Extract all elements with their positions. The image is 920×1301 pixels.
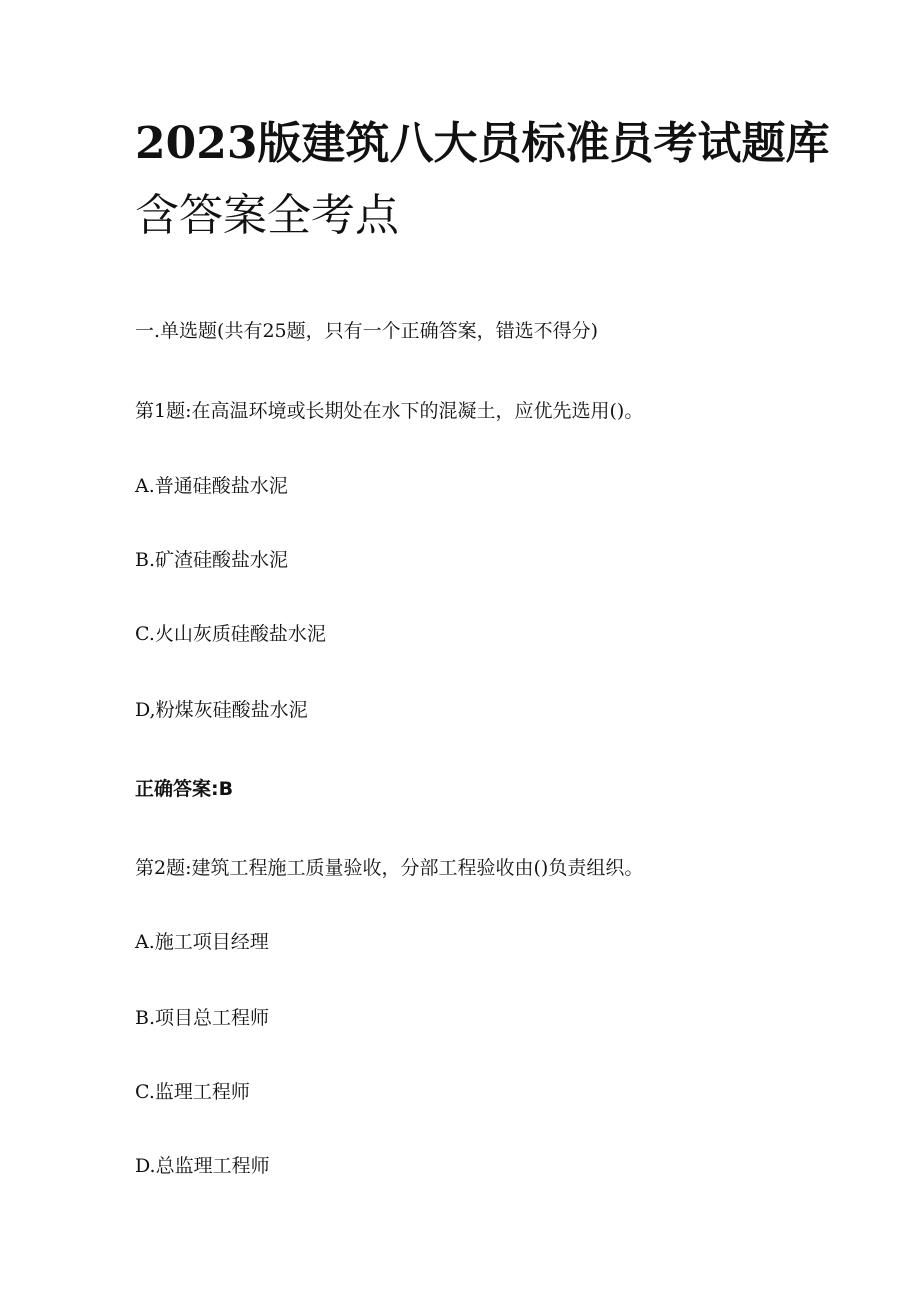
question-2-option-b: B.项目总工程师: [135, 1007, 270, 1029]
question-1-option-b: B.矿渣硅酸盐水泥: [135, 549, 289, 571]
title-line-2: 含答案全考点: [135, 190, 399, 241]
question-1-option-d: D,粉煤灰硅酸盐水泥: [135, 699, 308, 721]
question-2-option-a: A.施工项目经理: [135, 931, 269, 953]
question-1-answer: 正确答案:B: [135, 778, 234, 800]
question-2-option-d: D.总监理工程师: [135, 1155, 270, 1177]
question-1-stem: 第1题:在高温环境或长期处在水下的混凝土，应优先选用()。: [135, 400, 644, 422]
question-2-option-c: C.监理工程师: [135, 1081, 250, 1103]
title-line-1: 2023版建筑八大员标准员考试题库: [135, 118, 830, 169]
question-2-stem: 第2题:建筑工程施工质量验收，分部工程验收由()负责组织。: [135, 857, 644, 879]
section-heading: 一.单选题(共有25题，只有一个正确答案，错选不得分): [135, 320, 599, 342]
question-1-option-c: C.火山灰质硅酸盐水泥: [135, 623, 326, 645]
document-title: [135, 108, 830, 252]
question-1-option-a: A.普通硅酸盐水泥: [135, 475, 288, 497]
